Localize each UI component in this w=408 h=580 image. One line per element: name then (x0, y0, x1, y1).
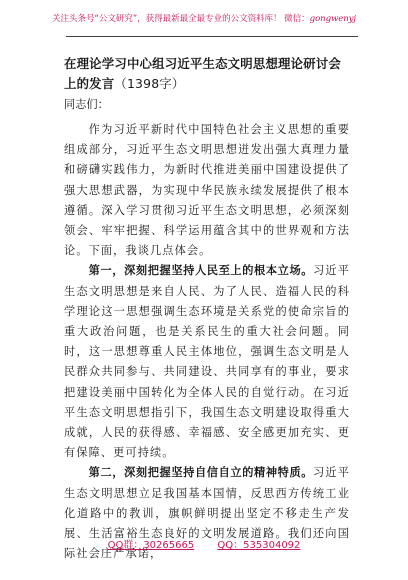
wechat-id: gongwenyj (309, 14, 356, 24)
header-banner-text: 关注头条号“公文研究”，获得最新最全最专业的公文资料库！ 微信： (52, 14, 310, 24)
document-title (64, 54, 350, 94)
paragraph-lead: 第二，深刻把握坚持自信自立的精神特质。 (88, 466, 314, 480)
title-text: 在理论学习中心组习近平生态文明思想理论研讨会上的发言 (64, 56, 341, 91)
header-banner (0, 12, 408, 24)
qq-contact-link[interactable]: QQ：535304092 (217, 540, 301, 551)
paragraph-lead: 第一，深刻把握坚持人民至上的根本立场。 (88, 264, 314, 278)
paragraph-point-one (64, 261, 350, 463)
paragraph-text: 习近平生态文明思想立足我国基本国情，反思西方传统工业化道路中的教训，旗帜鲜明提出坚定不移走生产发展、生活富裕生态良好的文明发展道路。我们还向国际社会庄严承诺， (64, 466, 350, 561)
document-body (64, 54, 350, 564)
qq-group-link[interactable]: QQ群：30265665 (107, 540, 195, 551)
paragraph-intro (64, 120, 350, 261)
header-divider (66, 36, 358, 37)
paragraph-text: 作为习近平新时代中国特色社会主义思想的重要组成部分，习近平生态文明思想迸发出强大真理力量和磅礴实践伟力，为新时代推进美丽中国建设提供了强大思想武器，为实现中华民族永续发展提供了根本遵循。深入学习贯彻习近平生态文明思想，必须深刻领会、牢牢把握、科学运用蕴含其中的世界观和方法论。下面，我谈几点体会。 (64, 123, 350, 258)
footer-contact (0, 536, 408, 551)
paragraph-text: 习近平生态文明思想是来自人民、为了人民、造福人民的科学理论这一思想强调生态环境是关系党的使命宗旨的重大政治问题，也是关系民生的重大社会问题。同时，这一思想尊重人民主体地位，强调生态文明是人民群众共同参与、共同建设、共同享有的事业，要求把建设美丽中国转化为全体人民的自觉行动。在习近平生态文明思想指引下，我国生态文明建设取得重大成就，人民的获得感、幸福感、安全感更加充实、更有保障、更可持续。 (64, 264, 350, 460)
greeting: 同志们： (64, 98, 109, 111)
word-count: （1398字） (114, 76, 185, 91)
